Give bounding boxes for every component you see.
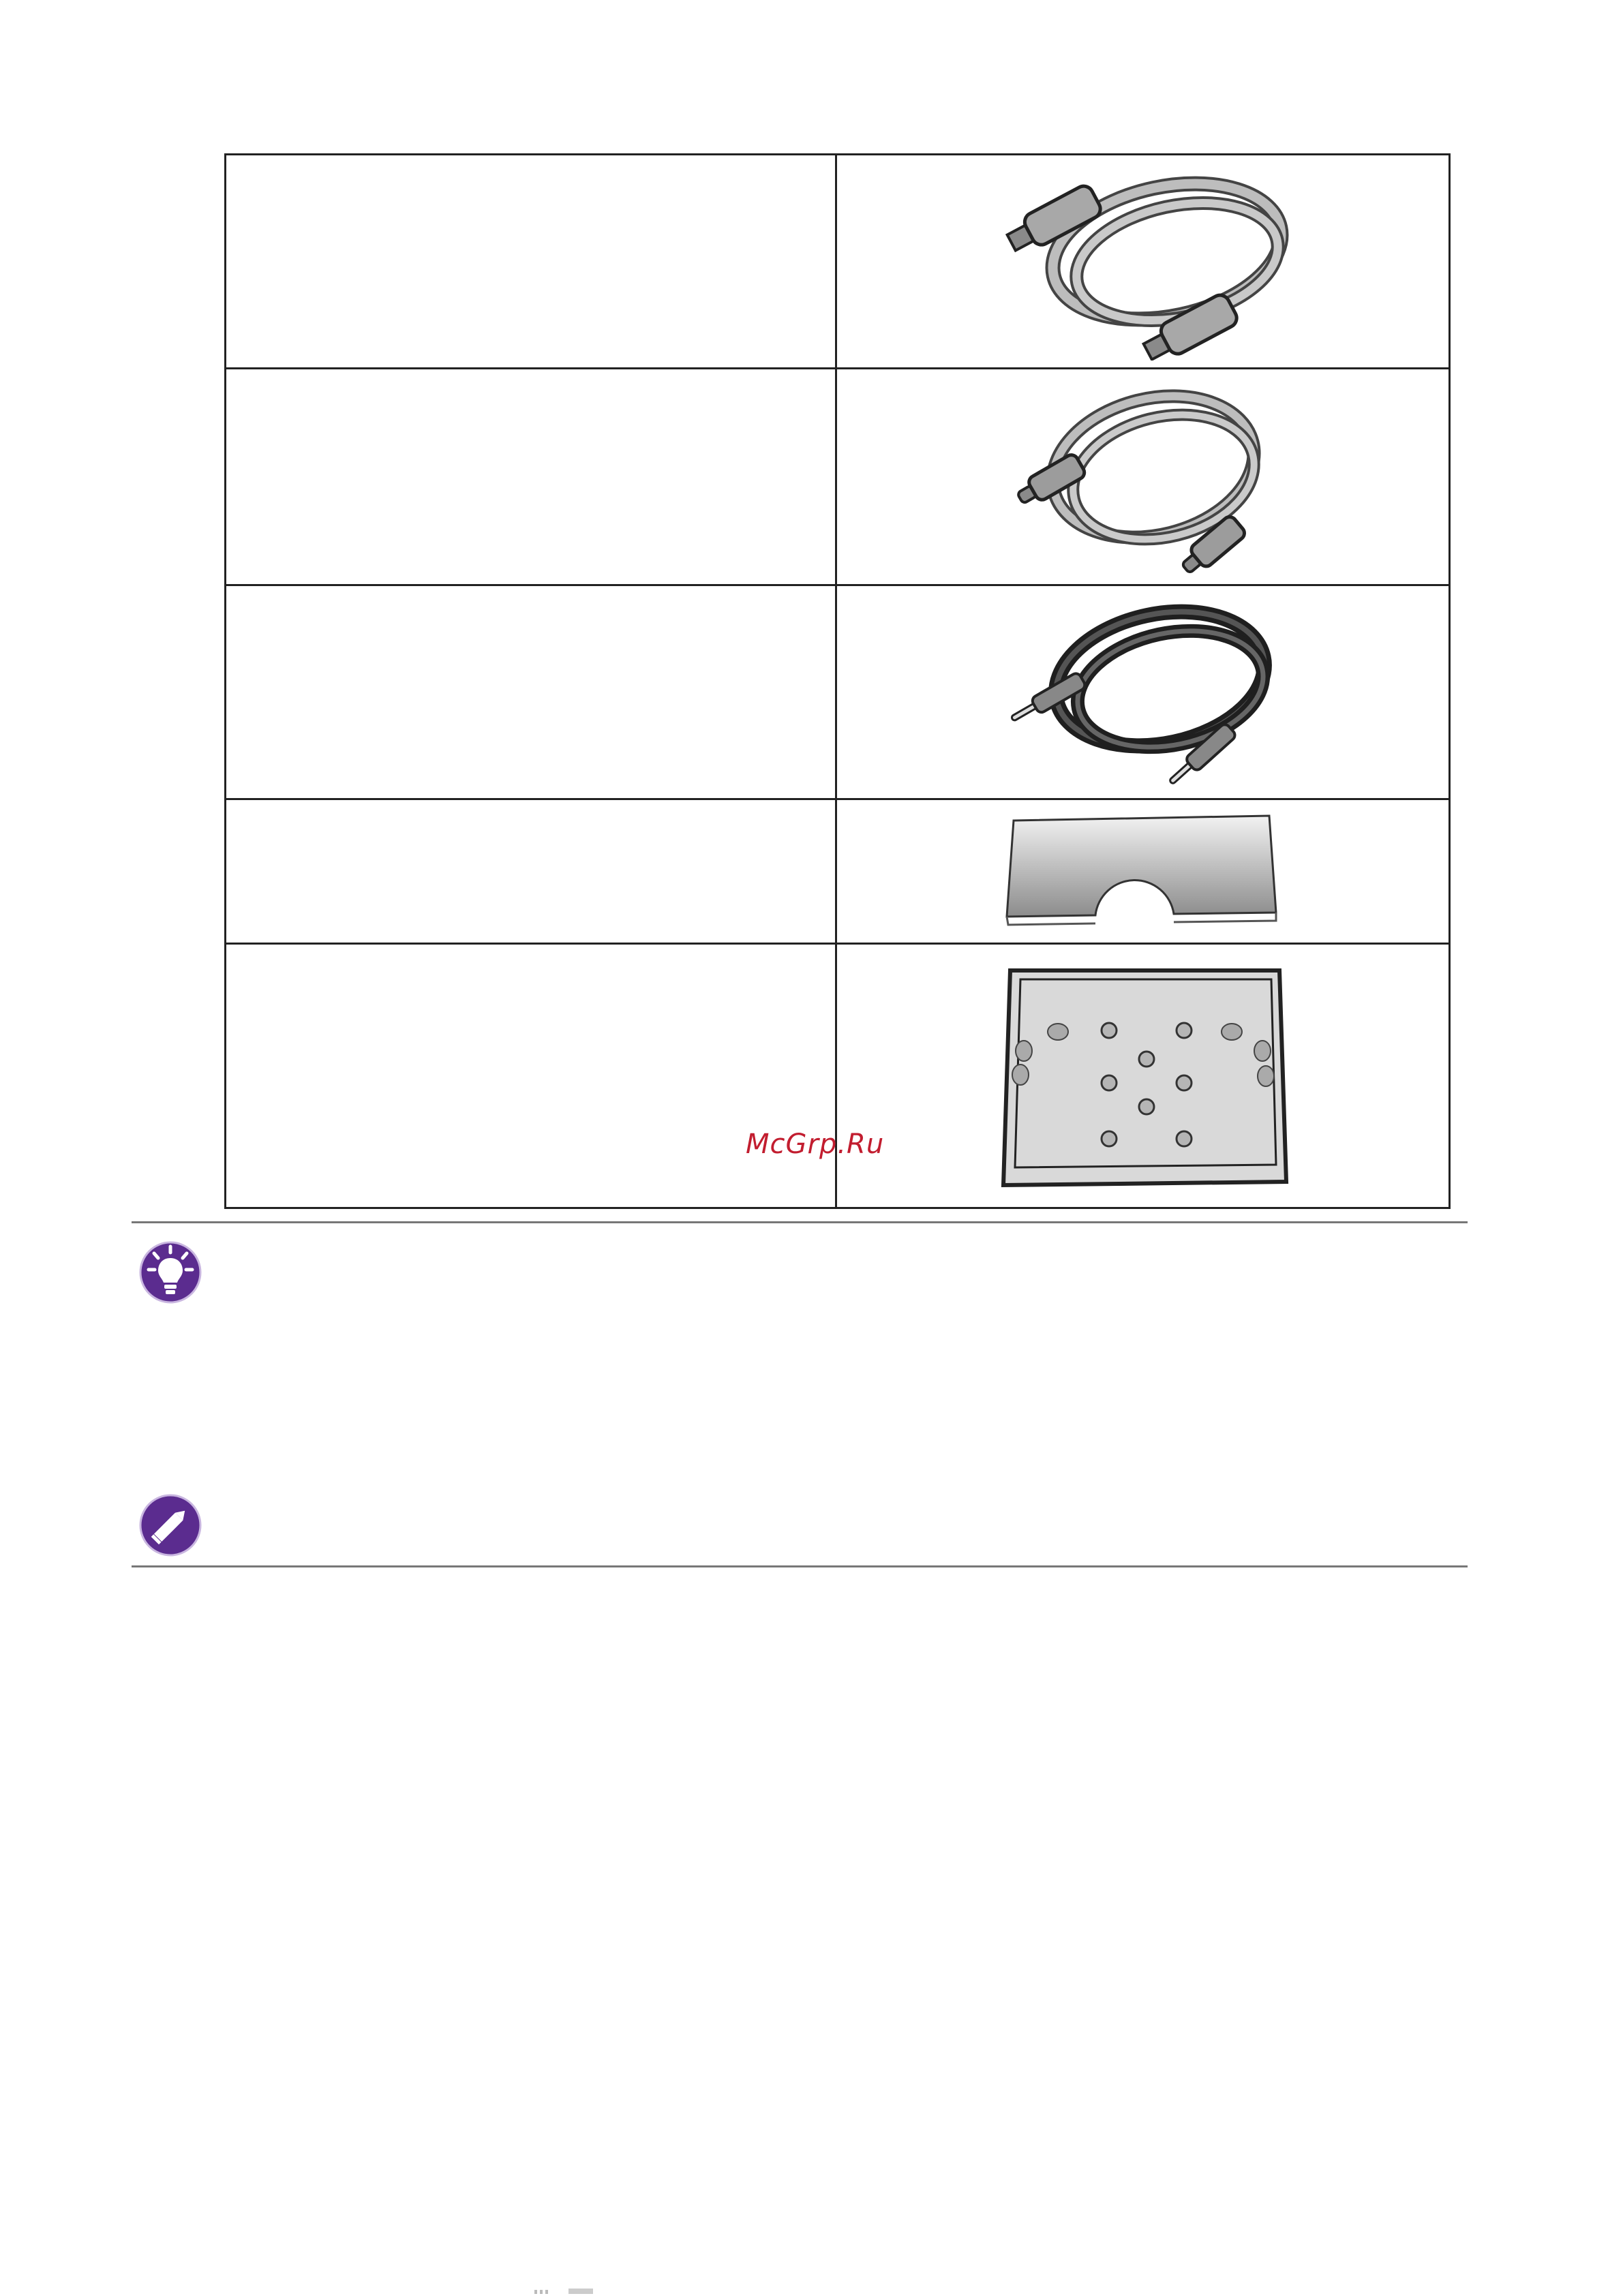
accessory-description-cell bbox=[226, 369, 836, 585]
accessory-image-cell bbox=[836, 155, 1450, 369]
table-row bbox=[226, 799, 1450, 944]
lightbulb-tip-icon bbox=[139, 1241, 202, 1304]
accessory-description-cell bbox=[226, 155, 836, 369]
accessory-description-cell bbox=[226, 799, 836, 944]
vesa-mount-plate-icon bbox=[986, 960, 1300, 1192]
audio-cable-icon bbox=[1000, 594, 1286, 791]
table-row bbox=[226, 944, 1450, 1208]
note-divider-bottom bbox=[132, 1565, 1468, 1567]
hdmi-cable-icon bbox=[983, 163, 1303, 361]
cable-cover-icon bbox=[1000, 810, 1286, 933]
accessory-description-cell bbox=[226, 585, 836, 799]
accessory-image-cell bbox=[836, 799, 1450, 944]
accessory-image-cell bbox=[836, 369, 1450, 585]
accessory-table bbox=[224, 153, 1451, 1209]
usb-c-cable-icon bbox=[1000, 378, 1286, 576]
accessory-description-cell bbox=[226, 944, 836, 1208]
pencil-note-icon bbox=[139, 1494, 202, 1557]
note-divider-top bbox=[132, 1221, 1468, 1223]
table-row bbox=[226, 155, 1450, 369]
accessory-image-cell bbox=[836, 585, 1450, 799]
table-row bbox=[226, 369, 1450, 585]
table-row bbox=[226, 585, 1450, 799]
page-edge-mark bbox=[534, 2289, 596, 2294]
watermark: McGrp.Ru bbox=[746, 1129, 885, 1160]
accessory-image-cell bbox=[836, 944, 1450, 1208]
